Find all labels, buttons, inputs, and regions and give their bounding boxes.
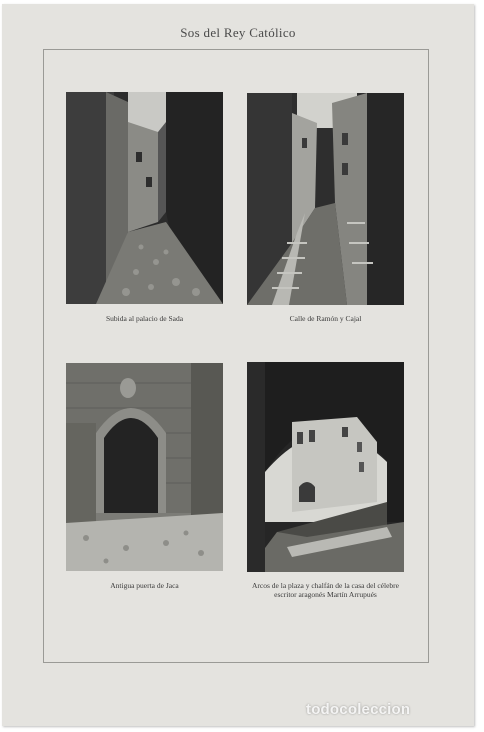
caption-puerta-jaca: Antigua puerta de Jaca	[110, 581, 179, 590]
caption-calle-ramon-cajal: Calle de Ramón y Cajal	[289, 314, 362, 323]
page-title: Sos del Rey Católico	[180, 25, 296, 40]
photo-arcos-plaza	[247, 362, 404, 572]
magazine-page	[2, 4, 474, 726]
caption-subida-palacio: Subida al palacio de Sada	[105, 314, 184, 323]
photo-calle-ramon-cajal	[247, 93, 404, 305]
watermark-logo: todocoleccion	[306, 701, 411, 718]
photo-puerta-jaca	[66, 363, 223, 571]
caption-arcos-plaza: Arcos de la plaza y chalfán de la casa del célebre escritor aragonés Martín Arrupués	[252, 581, 399, 599]
photo-subida-palacio	[66, 92, 223, 304]
